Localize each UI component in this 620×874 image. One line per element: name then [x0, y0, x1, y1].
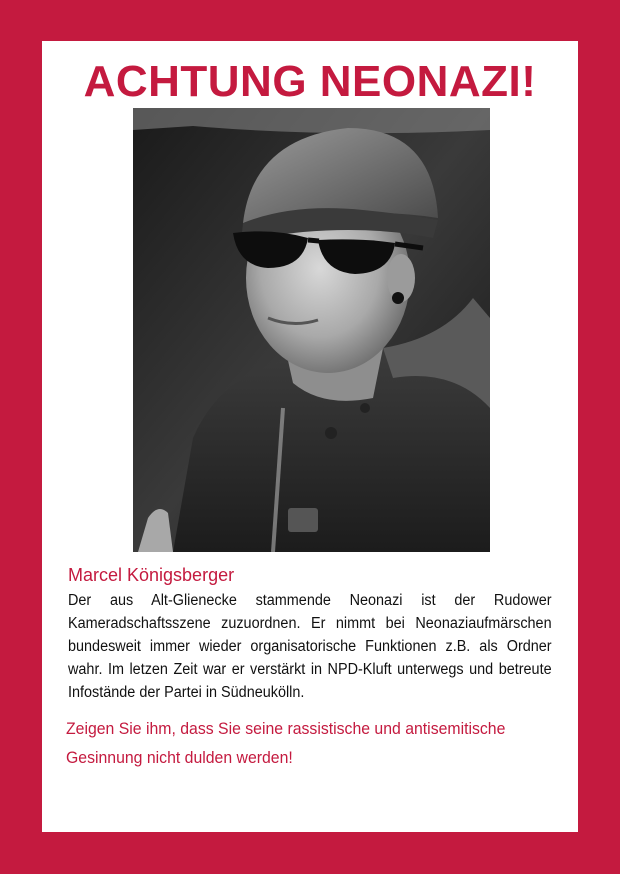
description-paragraph: Der aus Alt-Glienecke stammende Neonazi ist der Rudower Kameradschaftsszene zuzuordnen. Er nimmt bei Neonaziaufmärschen bundesweit immer wieder organisatorische Funktionen z.B. als Ordner wahr. Im letzen Zeit war er verstärkt in NPD-Kluft unterwegs und betreute Infostände der Partei in Südneukölln.: [68, 592, 552, 701]
poster-card: [42, 41, 578, 832]
appeal-text: Zeigen Sie ihm, dass Sie seine rassistische und antisemitische Gesinnung nicht dulden werden!: [66, 719, 506, 767]
portrait-photo: [133, 108, 490, 552]
headline: ACHTUNG NEONAZI!: [83, 57, 537, 106]
person-name: Marcel Königsberger: [68, 565, 235, 585]
